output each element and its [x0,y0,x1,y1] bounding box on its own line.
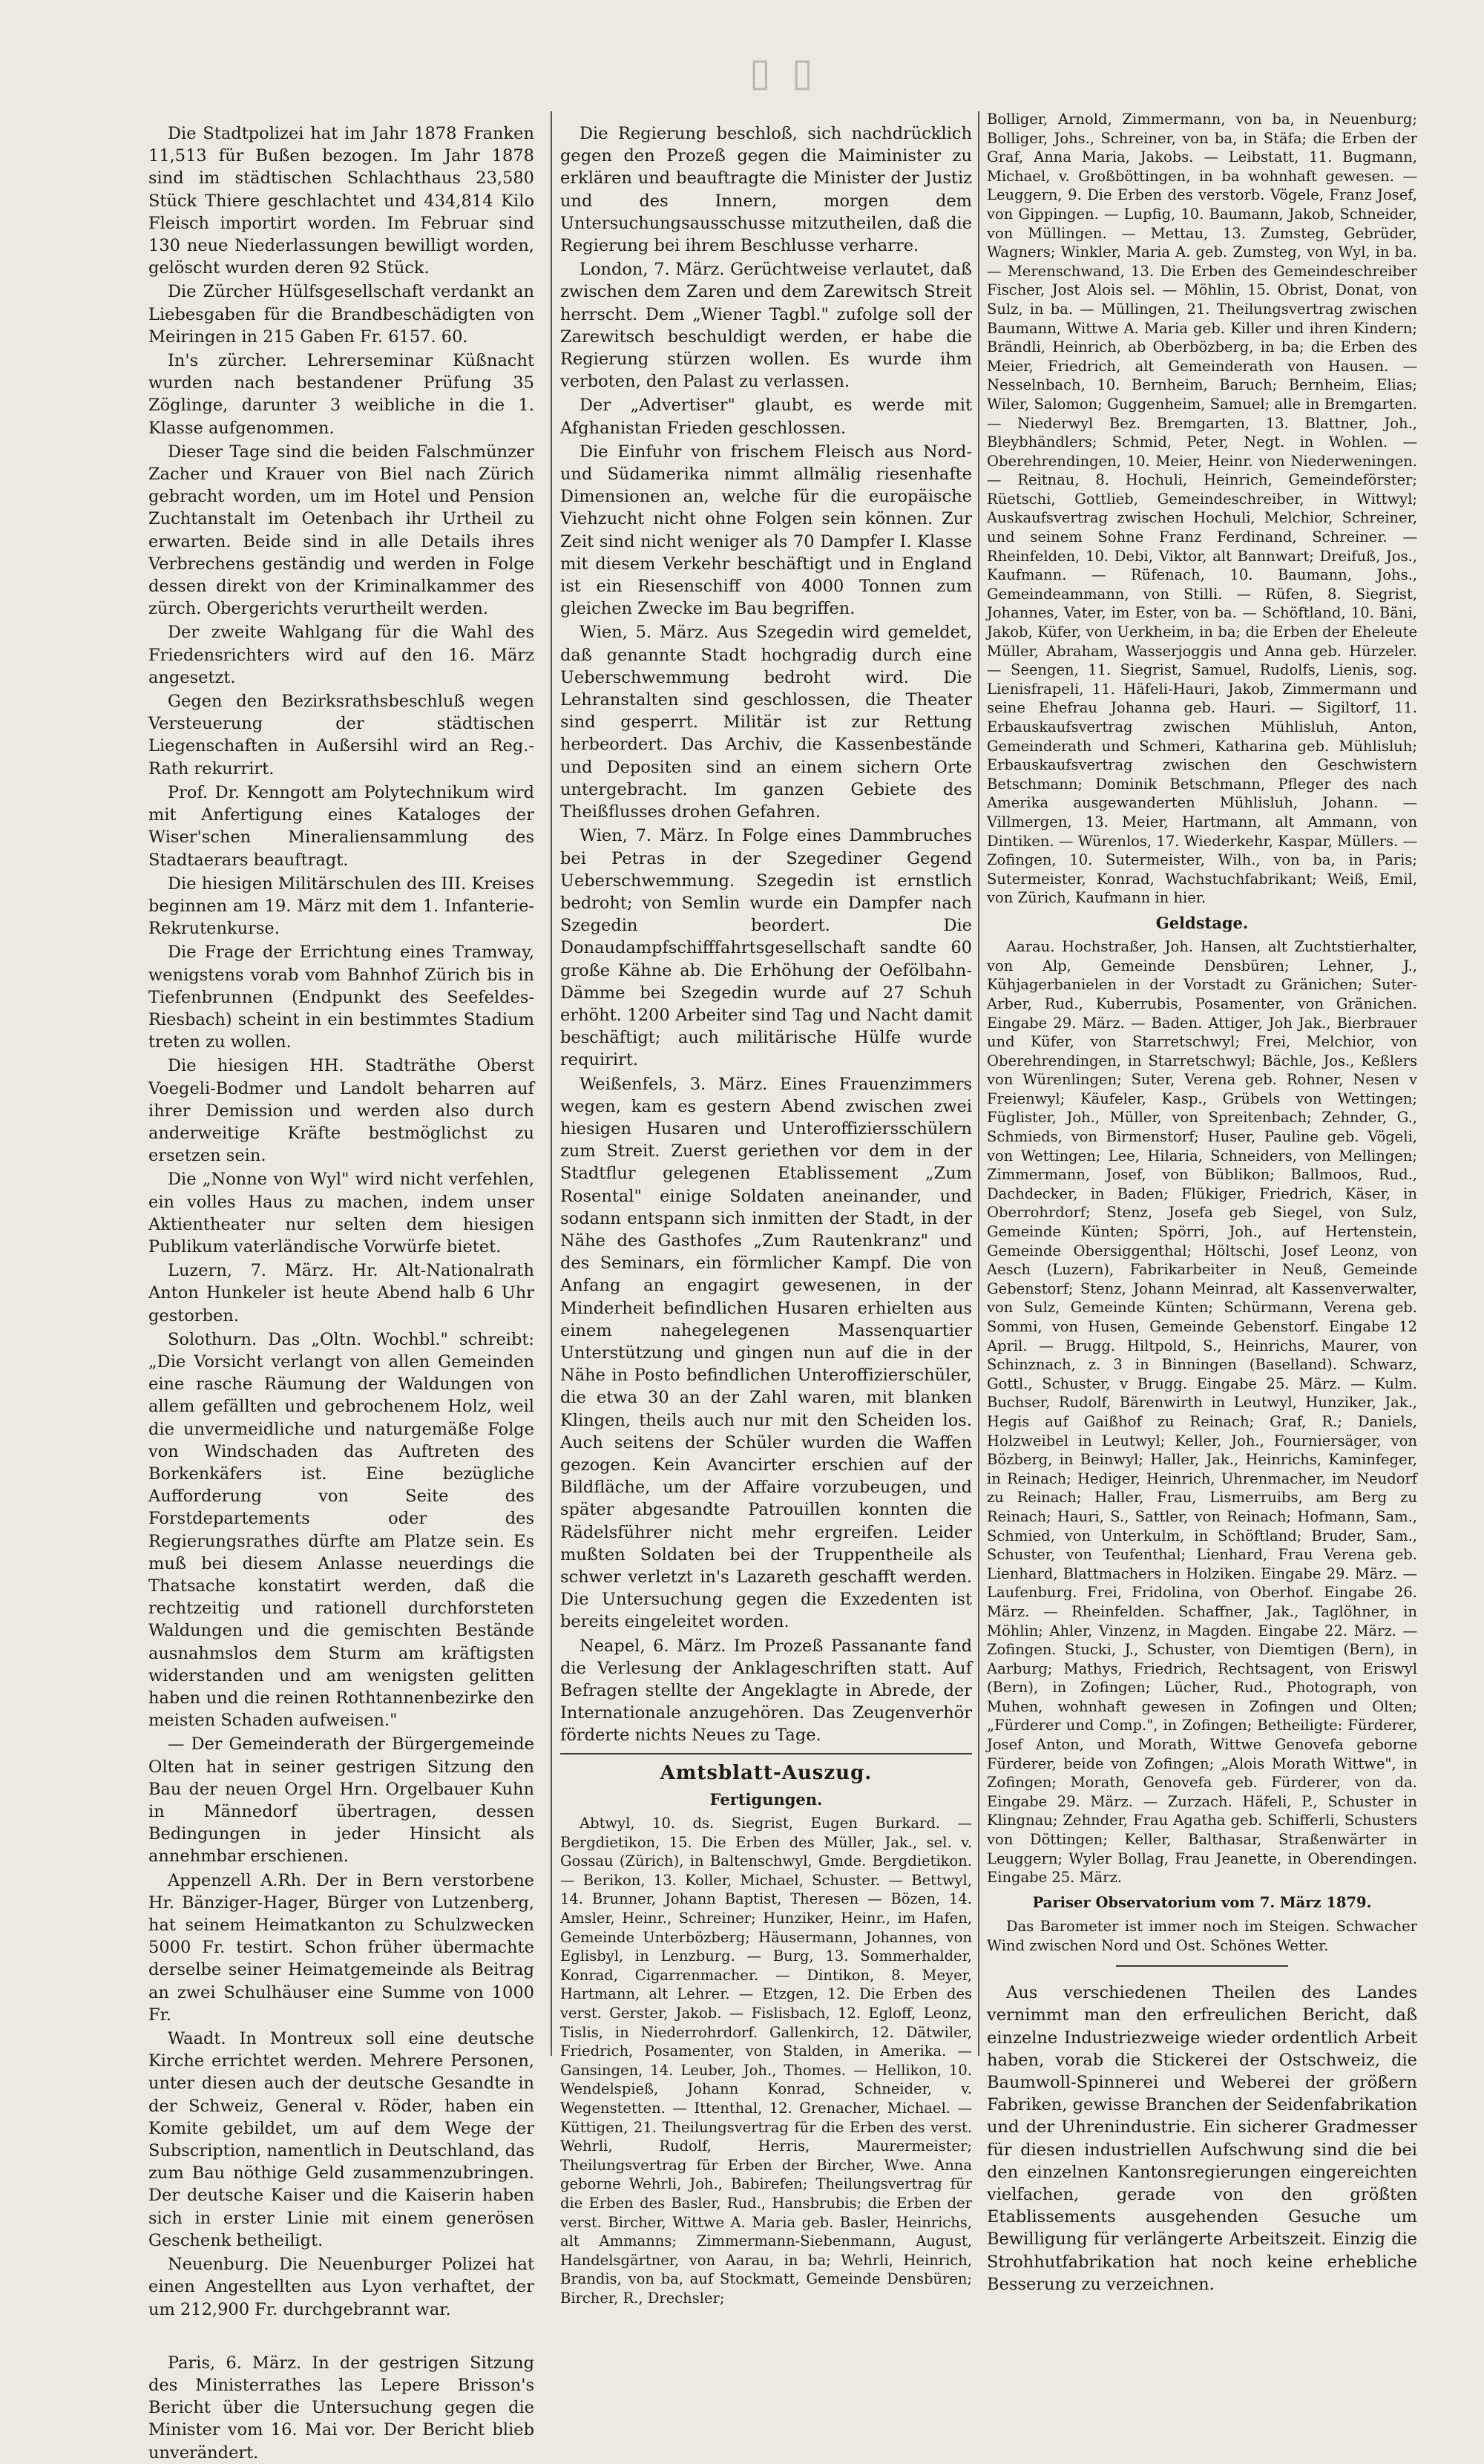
article-bezirksrath: Gegen den Bezirksrathsbeschluß wegen Versteuerung der städtischen Liegenschaften in Außersihl wird an Reg.-Rath rekurrirt. [148,692,534,779]
article-falschmuenzer: Dieser Tage sind die beiden Falschmünzer Zacher und Krauer von Biel nach Zürich gebracht worden, um im Hotel und Pension Zuchtanstalt im Oetenbach ihr Urtheil zu erwarten. Beide sind in alle Details ihres Verbrechens geständig und werden in Folge dessen direkt von der Kriminalkammer des zürch. Obergerichts verurtheilt werden. [148,442,534,619]
article-kenngott: Prof. Dr. Kenngott am Polytechnikum wird mit Anfertigung eines Kataloges der Wiser'schen Mineraliensammlung des Stadtaerars beauftragt. [148,782,534,870]
article-advertiser: Der „Advertiser" glaubt, es werde mit Afghanistan Frieden geschlossen. [560,396,972,438]
fertigungen-heading: Fertigungen. [709,1789,823,1809]
article-weissenfels: Weißenfels, 3. März. Eines Frauenzimmers wegen, kam es gestern Abend zwischen zwei hiesigen Husaren und Unteroffiziersschülern zum Streit. Zuerst geriethen vor dem in der Stadtflur gelegenen Etablissement „Zum Rosental" einige Soldaten aneinander, und sodann entspann sich inmitten der Stadt, in der Nähe des Gasthofes „Zum Rautenkranz" und des Seminars, ein förmlicher Kampf. Die von Anfang an engagirt gewesenen, in der Minderheit befindlichen Husaren erhielten aus einem nahegelegenen Massenquartier Unterstützung und gingen nun auf die in der Nähe in Posto befindlichen Unteroffizierschüler, die etwa 30 an der Zahl waren, mit blanken Klingen, theils auch nur mit den Scheiden los. Auch seitens der Schüler wurden die Waffen gezogen. Kein Avancirter erschien auf der Bildfläche, um der Affaire vorzubeugen, und später abgesandte Patrouillen konnten die Rädelsführer nicht mehr ergreifen. Leider mußten Soldaten bei der Truppentheile als schwer verletzt in's Lazareth geschafft werden. Die Untersuchung gegen die Exzedenten ist bereits eingeleitet worden. [560,1074,972,1632]
article-paris: Paris, 6. März. In der gestrigen Sitzung des Ministerrathes las Lepere Brisson's Bericht über die Untersuchung gegen die Minister vom 16. Mai vor. Der Bericht blieb unverändert. [148,2353,534,2463]
article-stadtpolizei: Die Stadtpolizei hat im Jahr 1878 Franken 11,513 für Bußen bezogen. Im Jahr 1878 sind im städtischen Schlachthaus 23,580 Stück Thiere geschlachtet und 434,814 Kilo Fleisch importirt worden. Im Februar sind 130 neue Niederlassungen bewilligt worden, gelöscht wurden deren 92 Stück. [148,124,534,278]
amtsblatt-heading: Amtsblatt-Auszug. [660,1761,873,1784]
article-neapel: Neapel, 6. März. Im Prozeß Passanante fand die Verlesung der Anklageschriften statt. Auf Befragen stellte der Angeklagte in Abrede, der Internationale anzugehören. Das Zeugenverhör förderte nichts Neues zu Tage. [560,1636,972,1746]
article-waadt: Waadt. In Montreux soll eine deutsche Kirche errichtet werden. Mehrere Personen, unter diesen auch der deutsche Gesandte in der Schweiz, General v. Röder, haben ein Komite gebildet, um auf dem Wege der Subscription, namentlich in Deutschland, das zum Bau nöthige Geld zusammenzubringen. Der deutsche Kaiser und die Kaiserin haben sich in erster Linie mit einem generösen Geschenk betheiligt. [148,2029,534,2250]
section-rule [560,1753,972,1754]
article-olten-orgel: — Der Gemeinderath der Bürgergemeinde Olten hat in seiner gestrigen Sitzung den Bau der neuen Orgel Hrn. Orgelbauer Kuhn in Männedorf übertragen, dessen Bedingungen in jeder Hinsicht als annehmbar erschienen. [148,1734,534,1867]
article-luzern: Luzern, 7. März. Hr. Alt-Nationalrath Anton Hunkeler ist heute Abend halb 6 Uhr gestorben. [148,1261,534,1326]
article-regierung: Die Regierung beschloß, sich nachdrücklich gegen den Prozeß gegen die Maiminister zu erklären und beauftragte die Minister der Justiz und des Innern, morgen dem Untersuchungsausschusse mitzutheilen, daß die Regierung bei ihrem Beschlusse verharre. [560,124,972,256]
article-lehrerseminar: In's zürcher. Lehrerseminar Küßnacht wurden nach bestandener Prüfung 35 Zöglinge, darunter 3 weibliche in die 1. Klasse aufgenommen. [148,351,534,438]
column-2 [560,122,972,2307]
observatorium-text: Das Barometer ist immer noch im Steigen. Schwacher Wind zwischen Nord und Ost. Schönes Wetter. [987,1918,1417,1954]
fertigungen-continued: Bolliger, Arnold, Zimmermann, von ba, in Neuenburg; Bolliger, Johs., Schreiner, von ba, in Stäfa; die Erben der Graf, Anna Maria, Jakobs. — Leibstatt, 11. Bugmann, Michael, v. Großböttingen, in ba wohnhaft gewesen. — Leuggern, 9. Die Erben des verstorb. Vögele, Franz Josef, von Gippingen. — Lupfig, 10. Baumann, Jakob, Schneider, von Müllingen. — Mettau, 13. Zumsteg, Gebrüder, Wagners; Winkler, Maria A. geb. Zumsteg, von Wyl, in ba. — Merenschwand, 13. Die Erben des Gemeindeschreiber Fischer, Jost Alois sel. — Möhlin, 15. Obrist, Donat, von Sulz, in ba. — Müllingen, 21. Theilungsvertrag zwischen Baumann, Wittwe A. Maria geb. Killer und ihren Kindern; Brändli, Heinrich, ab Oberbözberg, in ba; die Erben des Meier, Friedrich, alt Gemeinderath von Hausen. — Nesselnbach, 10. Bernheim, Baruch; Bernheim, Elias; Wiler, Salomon; Guggenheim, Samuel; alle in Bremgarten. — Niederwyl Bez. Bremgarten, 13. Blattner, Joh., Bleybhändlers; Schmid, Peter, Negt. in Wohlen. — Oberehrendingen, 10. Meier, Heinr. von Niederweningen. — Reitnau, 8. Hochuli, Heinrich, Gemeindeförster; Rüetschi, Gottlieb, Gemeindeschreiber, in Wittwyl; Auskaufsvertrag zwischen Hochuli, Melchior, Schreiner, und seinem Sohne Franz Ferdinand, Schreiner. — Rheinfelden, 10. Debi, Viktor, alt Bannwart; Dreifuß, Jos., Kaufmann. — Rüfenach, 10. Baumann, Johs., Gemeindeammann, von Stilli. — Rüfen, 8. Siegrist, Johannes, Vater, im Ester, von ba. — Schöftland, 10. Bäni, Jakob, Küfer, von Uerkheim, in ba; die Erben der Eheleute Müller, Abraham, Wasserjoggis und Anna geb. Hürzeler. — Seengen, 11. Siegrist, Samuel, Rudolfs, Lienis, sog. Lienisfrapeli, 11. Häfeli-Hauri, Jakob, Zimmermann und seine Ehefrau Johanna geb. Hauri. — Sigiltorf, 11. Erbauskaufsvertrag zwischen Mühlisluh, Anton, Gemeinderath und Schmeri, Katharina geb. Mühlisluh; Erbauskaufsvertrag zwischen den Geschwistern Betschmann; Dominik Betschmann, Pfleger des nach Amerika ausgewanderten Mühlisluh, Johann. — Villmergen, 13. Meier, Hartmann, alt Ammann, von Dintiken. — Würenlos, 17. Wiederkehr, Kaspar, Müllers. — Zofingen, 10. Sutermeister, Wilh., von ba, in Paris; Sutermeister, Konrad, Wachstuchfabrikant; Weiß, Emil, von Zürich, Kaufmann in hier. [987,111,1417,907]
article-militaerschulen: Die hiesigen Militärschulen des III. Kreises beginnen am 19. März mit dem 1. Infanterie-Rekrutenkurse. [148,874,534,939]
fertigungen-text: Abtwyl, 10. ds. Siegrist, Eugen Burkard. — Bergdietikon, 15. Die Erben des Müller, Jak., sel. v. Gossau (Zürich), in Baltenschwyl, Gmde. Bergdietikon. — Berikon, 13. Koller, Michael, Schuster. — Bettwyl, 14. Brunner, Johann Baptist, Theresen — Bözen, 14. Amsler, Heinr., Schreiner; Hunziker, Heinr., im Hafen, Gemeinde Unterbözberg; Häusermann, Johannes, von Eglisbyl, in Lenzburg. — Burg, 13. Sommerhalder, Konrad, Cigarrenmacher. — Dintikon, 8. Meyer, Hartmann, alt Lehrer. — Etzgen, 12. Die Erben des verst. Gerster, Jakob. — Fislisbach, 12. Egloff, Leonz, Tislis, in Niederrohrdorf. Gallenkirch, 12. Dätwiler, Friedrich, Posamenter, von Stalden, in Amerika. — Gansingen, 14. Leuber, Joh., Thomes. — Hellikon, 10. Wendelspieß, Johann Konrad, Schneider, v. Wegenstetten. — Ittenthal, 12. Grenacher, Michael. — Küttigen, 21. Theilungsvertrag für die Erben des verst. Wehrli, Rudolf, Herris, Maurermeister; Theilungsvertrag für Erben der Bircher, Wwe. Anna geborne Wehrli, Joh., Babirefen; Theilungsvertrag für die Erben des Basler, Rud., Hansbrubis; die Erben der verst. Bircher, Wittwe A. Maria geb. Basler, Heinrichs, alt Ammanns; Zimmermann-Siebenmann, August, Handelsgärtner, von Aarau, in ba; Wehrli, Heinrich, Brandis, von ba, auf Stockmatt, Gemeinde Densbüren; Bircher, R., Drechsler; [560,1815,972,2307]
article-stadtraethe: Die hiesigen HH. Stadträthe Oberst Voegeli-Bodmer und Landolt beharren auf ihrer Demission und werden also durch anderweitige Kräfte bestmöglichst zu ersetzen sein. [148,1056,534,1166]
article-wien-7: Wien, 7. März. In Folge eines Dammbruches bei Petras in der Szegediner Gegend Ueberschwemmung. Szegedin ist ernstlich bedroht; von Semlin wurde ein Dampfer nach Szegedin beordert. Die Donaudampfschifffahrtsgesellschaft sandte 60 große Kähne ab. Die Erhöhung der Oefölbahn-Dämme bei Szegedin wurde auf 27 Schuh erhöht. 1200 Arbeiter sind Tag und Nacht damit beschäftigt; auch militärische Hülfe wurde requirirt. [560,826,972,1070]
article-nonne-von-wyl: Die „Nonne von Wyl" wird nicht verfehlen, ein volles Haus zu machen, indem unser Aktientheater nur selten dem hiesigen Publikum vaterländische Vorwürfe bietet. [148,1170,534,1256]
geldstage-text: Aarau. Hochstraßer, Joh. Hansen, alt Zuchtstierhalter, von Alp, Gemeinde Densbüren; Lehner, J., Kühjagerbanielen in der Vorstadt zu Gränichen; Suter-Arber, Rud., Kuberrubis, Posamenter, von Gränichen. Eingabe 29. März. — Baden. Attiger, Joh Jak., Bierbrauer und Küfer, von Starretschwyl; Frei, Melchior, von Oberehrendingen, in Starretschwyl; Bächle, Jos., Keßlers von Würenlingen; Suter, Verena geb. Rohner, Nesen v Freienwyl; Käufeler, Kasp., Grübels von Wettingen; Füglister, Joh., Müller, von Spreitenbach; Zehnder, G., Schmieds, von Birmenstorf; Huser, Pauline geb. Vögeli, von Wettingen; Lee, Hilaria, Schneiders, von Mellingen; Zimmermann, Josef, von Büblikon; Ballmoos, Rud., Dachdecker, in Baden; Flükiger, Friedrich, Käser, in Oberrohrdorf; Stenz, Josefa geb Siegel, von Sulz, Gemeinde Künten; Spörri, Joh., auf Hertenstein, Gemeinde Obersiggenthal; Höltschi, Josef Leonz, von Aesch (Luzern), Fabrikarbeiter in Neuß, Gemeinde Gebenstorf; Stenz, Johann Meinrad, alt Kassenverwalter, von Sulz, Gemeinde Künten; Schürmann, Verena geb. Sommi, von Husen, Gemeinde Gebenstorf. Eingabe 12 April. — Brugg. Hiltpold, S., Heinrichs, Maurer, von Schinznach, z. 3 in Binningen (Baselland). Schwarz, Gottl., Schuster, v Brugg. Eingabe 25. März. — Kulm. Buchser, Rudolf, Bärenwirth in Leutwyl, Hunziker, Jak., Hegis auf Gaißhof zu Reinach; Graf, R.; Daniels, Holzweibel in Leutwyl; Keller, Joh., Fourniersäger, von Bözberg, in Beinwyl; Haller, Jak., Heinrichs, Kaminfeger, in Reinach; Hediger, Heinrich, Uhrenmacher, im Neudorf zu Reinach; Haller, Frau, Lismerruibs, am Berg zu Reinach; Hauri, S., Sattler, von Reinach; Hofmann, Sam., Schmied, von Unterkulm, in Schöftland; Bruder, Sam., Schuster, von Teufenthal; Lienhard, Frau Verena geb. Lienhard, Blattmachers in Holziken. Eingabe 29. März. — Laufenburg. Frei, Fridolina, von Oberhof. Eingabe 26. März. — Rheinfelden. Schaffner, Jak., Taglöhner, in Möhlin; Ahler, Vinzenz, in Magden. Eingabe 22. März. — Zofingen. Stucki, J., Schuster, von Diemtigen (Bern), in Aarburg; Mathys, Friedrich, Rechtsagent, von Eriswyl (Bern), in Zofingen; Lücher, Rud., Photograph, von Muhen, wohnhaft gewesen in Zofingen und Olten; „Fürderer und Comp.", in Zofingen; Betheiligte: Fürderer, Josef Anton, und Morath, Wittwe Genovefa geborne Fürderer, beide von Zofingen; „Alois Morath Wittwe", in Zofingen; Morath, Genovefa geb. Fürderer, von da. Eingabe 29. März. — Zurzach. Häfeli, P., Schuster in Klingnau; Zehnder, Frau Agatha geb. Schifferli, Schusters von Döttingen; Keller, Balthasar, Straßenwärter in Leuggern; Wyler Bollag, Frau Jeanette, in Oberendingen. Eingabe 25. März. [987,938,1417,1887]
geldstage-heading: Geldstage. [1155,913,1249,932]
article-london: London, 7. März. Gerüchtweise verlautet, daß zwischen dem Zaren und dem Zarewitsch Streit herrscht. Dem „Wiener Tagbl." zufolge soll der Zarewitsch beschuldigt werden, er habe die Regierung stürzen wollen. Es wurde ihm verboten, den Palast zu verlassen. [560,260,972,392]
article-industrie: Aus verschiedenen Theilen des Landes vernimmt man den erfreulichen Bericht, daß einzelne Industriezweige wieder ordentlich Arbeit haben, vorab die Stickerei der Ostschweiz, die Baumwoll-Spinnerei und Weberei der größern Fabriken, gewisse Branchen der Seidenfabrikation und der Uhrenindustrie. Ein sicherer Gradmesser für diesen industriellen Aufschwung sind die bei den einzelnen Kantonsregierungen eingereichten vielfachen, gerade von den größten Etablissements ausgehenden Gesuche um Bewilligung für verlängerte Arbeitszeit. Einzig die Strohhutfabrikation hat noch keine erhebliche Besserung zu verzeichnen. [987,1983,1417,2294]
column-rule-right [978,111,979,2056]
article-fleisch-einfuhr: Die Einfuhr von frischem Fleisch aus Nord- und Südamerika nimmt allmälig riesenhafte Dimensionen an, welche für die europäische Viehzucht nicht ohne Folgen sein können. Zur Zeit sind nicht weniger als 70 Dampfer I. Klasse mit diesem Verkehr beschäftigt und in England ist ein Riesenschiff von 4000 Tonnen zum gleichen Zwecke im Bau begriffen. [560,442,972,619]
column-gap [148,2322,534,2352]
faded-header-mark: ▯ ▯ [749,50,818,95]
article-neuenburg: Neuenburg. Die Neuenburger Polizei hat einen Angestellten aus Lyon verhaftet, der um 212,900 Fr. durchgebrannt war. [148,2255,534,2319]
article-tramway: Die Frage der Errichtung eines Tramway, wenigstens vorab vom Bahnhof Zürich bis in Tiefenbrunnen (Endpunkt des Seefeldes-Riesbach) scheint in ein bestimmtes Stadium treten zu wollen. [148,943,534,1052]
article-wahlgang: Der zweite Wahlgang für die Wahl des Friedensrichters wird auf den 16. März angesetzt. [148,623,534,687]
article-wien-5: Wien, 5. März. Aus Szegedin wird gemeldet, daß genannte Stadt hochgradig durch eine Ueberschwemmung bedroht wird. Die Lehranstalten sind geschlossen, die Theater sind gesperrt. Militär ist zur Rettung herbeordert. Das Archiv, die Kassenbestände und Depositen sind an einem sichern Orte untergebracht. Im ganzen Gebiete des Theißflusses drohen Gefahren. [560,623,972,822]
column-3 [987,110,1417,2294]
short-rule [1116,1965,1288,1967]
observatorium-heading: Pariser Observatorium vom 7. März 1879. [1032,1893,1372,1911]
column-rule-left [551,111,552,2056]
article-appenzell: Appenzell A.Rh. Der in Bern verstorbene Hr. Bänziger-Hager, Bürger von Lutzenberg, hat seinem Heimatkanton zu Schulzwecken 5000 Fr. testirt. Schon früher übermachte derselbe seiner Heimatgemeinde als Beitrag an zwei Schulhäuser eine Summe von 1000 Fr. [148,1870,534,2025]
column-1 [148,122,534,2463]
article-solothurn: Solothurn. Das „Oltn. Wochbl." schreibt: „Die Vorsicht verlangt von allen Gemeinden eine rasche Räumung der Waldungen von allem gefällten und gebrochenem Holz, weil die unvermeidliche und naturgemäße Folge von Windschaden das Auftreten des Borkenkäfers ist. Eine bezügliche Aufforderung von Seite des Forstdepartements oder des Regierungsrathes dürfte am Platze sein. Es muß bei diesem Anlasse neuerdings die Thatsache konstatirt werden, daß die rechtzeitig und rationell durchforsteten Waldungen und die gemischten Bestände ausnahmslos dem Sturm am kräftigsten widerstanden und am wenigsten gelitten haben und die reinen Rothtannenbezirke den meisten Schaden aufweisen." [148,1329,534,1731]
article-huelfsgesellschaft: Die Zürcher Hülfsgesellschaft verdankt an Liebesgaben für die Brandbeschädigten von Meiringen in 215 Gaben Fr. 6157. 60. [148,282,534,347]
